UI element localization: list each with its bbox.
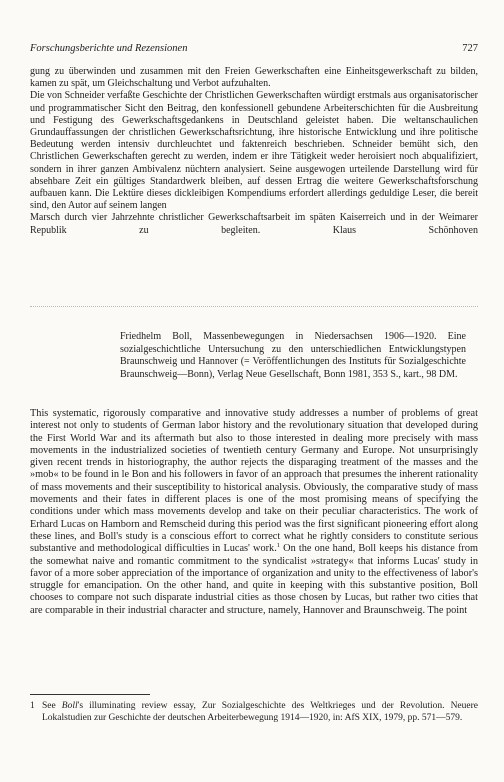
footnote-divider xyxy=(30,694,150,695)
footnote xyxy=(30,701,478,724)
paragraph xyxy=(30,90,478,212)
paragraph-text: This systematic, rigorously comparative and innovative study addresses a number of problems of great interest not only to students of German labor history and the revolutionary situation that developed during the First World War and its aftermath but also to those interested in dealing more precisely with mass movements in the industrialized societies of twentieth century Germany and Europe. Not unsurprisingly given recent trends in historiography, the author rejects the disparaging treatment of the masses and the »mob« to be found in le Bon and his followers in favor of an approach that presumes the inherent rationality of mass movements and their susceptibility to historical analysis. Obviously, the comparative study of mass movements and their fates in different places is one of the most promising means of specifying the conditions under which mass movements develop and take on their peculiar characteristics. The work of Erhard Lucas on Hamborn and Remscheid during this period was the first significant pioneering effort along these lines, and Boll's study is a conscious effort to correct what he rightly considers to constitute serious substantive and methodological difficulties in Lucas' work. xyxy=(30,408,478,555)
reviewer-name: Klaus Schönhoven xyxy=(332,224,478,236)
section-title: Forschungsberichte und Rezensionen xyxy=(30,43,188,54)
footnote-text: See Boll's illuminating review essay, Zur Sozialgeschichte des Weltkrieges und der Revolution. Neuere Lokalstudien zur Geschichte der deutschen Arbeiterbewegung 1914—1920, in: AfS XIX, 1979, pp. 571—579. xyxy=(42,701,478,723)
paragraph-text: Die von Schneider verfaßte Geschichte der Christlichen Gewerkschaften würdigt erstmals aus organisatorischer und programmatischer Sicht den Beitrag, den konfessionell gebundene Arbeiterschichten für die Ausbreitung und Festigung des Gewerkschaftsgedankens in Deutschland geleistet haben. Die weltanschaulichen Grundauffassungen der christlichen Gewerkschaftsrichtung, ihre historische Entwicklung und ihre politische Bedeutung werden intensiv durchleuchtet und faktenreich beschrieben. Schneider bemüht sich, den Christlichen Gewerkschaften gerecht zu werden, indem er ihre Tätigkeit weder heroisiert noch abqualifiziert, sondern in ihrer ganzen Ambivalenz nüchtern analysiert. Seine ausgewogen urteilende Darstellung wird für absehbare Zeit ein gültiges Standardwerk bleiben, auf dessen Ertrag die weitere Gewerkschaftsforschung aufbauen kann. Die Lektüre dieses dickleibigen Kompendiums erfordert allerdings geduldige Leser, die bereit sind, den Autor auf seinem langen xyxy=(30,90,478,212)
section-divider xyxy=(30,306,478,307)
footnote-number: 1 xyxy=(30,701,35,711)
review-schneider-conclusion xyxy=(30,66,478,237)
running-header xyxy=(30,42,478,56)
footnote-author: Boll xyxy=(61,701,78,711)
book-citation: Friedhelm Boll, Massenbewegungen in Niedersachsen 1906—1920. Eine sozialgeschichtliche Untersuchung zu den unterschiedlichen Entwicklungstypen Braunschweig und Hannover (= Veröffentlichungen des Instituts für Sozialgeschichte Braunschweig—Bonn), Verlag Neue Gesellschaft, Bonn 1981, 353 S., kart., 98 DM. xyxy=(120,331,466,380)
paragraph xyxy=(30,408,478,617)
footnote-reference[interactable]: 1 xyxy=(276,542,281,550)
paragraph-last-line xyxy=(30,212,478,236)
paragraph: gung zu überwinden und zusammen mit den Freien Gewerkschaften eine Einheitsgewerkschaft zu bilden, kamen zu spät, um Gleichschaltung und Verbot aufzuhalten. xyxy=(30,66,478,90)
paragraph-text: On the one hand, Boll keeps his distance from the somewhat naive and romantic commitment to the syndicalist »strategy« that informs Lucas' study in favor of a more sober appreciation of the importance of organization and unity to the effectiveness of labor's struggle for emancipation. On the other hand, and quite in keeping with this substantive position, Boll chooses to compare not such disparate industrial cities as those chosen by Lucas, but rather two cities that are comparable in their industrial character and structure, namely, Hannover and Braunschweig. The point xyxy=(30,543,478,616)
review-boll xyxy=(30,408,478,617)
page-number: 727 xyxy=(462,43,478,54)
paragraph-text: Marsch durch vier Jahrzehnte christlicher Gewerkschaftsarbeit im späten Kaiserreich und in der Weimarer Republik zu begleiten. xyxy=(30,212,478,236)
